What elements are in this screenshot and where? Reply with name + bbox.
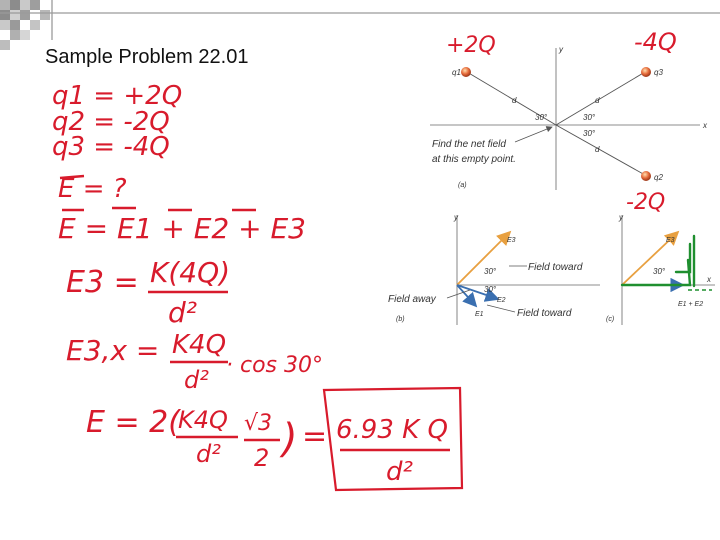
handwritten-q1: q1 = +2Q bbox=[52, 81, 183, 111]
handwritten-annot-plus2q: +2Q bbox=[446, 33, 496, 58]
label-e2-b: E2 bbox=[497, 297, 506, 304]
label-field-away: Field away bbox=[388, 294, 436, 305]
handwritten-final-sqrt3: √3 bbox=[244, 411, 273, 436]
panel-b-y-label: y bbox=[454, 213, 458, 222]
handwritten-e-question: E = ? bbox=[58, 174, 127, 204]
angle-30-c: 30° bbox=[653, 267, 666, 276]
handwritten-final-numerator: K4Q bbox=[178, 406, 228, 434]
panel-a-label: (a) bbox=[458, 182, 467, 189]
handwritten-e3x-denominator: d² bbox=[184, 366, 209, 394]
handwritten-e3x-lhs: E3,x = bbox=[66, 334, 160, 367]
panel-c-x-label: x bbox=[707, 275, 711, 284]
panel-a-x-label: x bbox=[703, 121, 707, 130]
label-q1: q1 bbox=[452, 68, 461, 77]
handwritten-e3-denominator: d² bbox=[168, 296, 197, 329]
label-e3-b: E3 bbox=[507, 237, 516, 244]
label-field-toward-bottom: Field toward bbox=[517, 308, 572, 319]
label-d-bottom: d bbox=[595, 145, 600, 154]
handwritten-final-denominator: d² bbox=[196, 440, 221, 468]
label-e1-b: E1 bbox=[475, 311, 484, 318]
vector-arrow-marks bbox=[62, 208, 256, 210]
handwritten-e-sum: E = E1 + E2 + E3 bbox=[58, 212, 306, 245]
handwritten-q2: q2 = -2Q bbox=[52, 107, 170, 137]
handwritten-e3-lhs: E3 = bbox=[66, 265, 139, 300]
panel-a-y-label: y bbox=[559, 45, 563, 54]
handwritten-final-equals: = bbox=[302, 419, 328, 454]
handwritten-e3x-numerator: K4Q bbox=[172, 330, 227, 360]
label-e1-plus-e2-c: E1 + E2 bbox=[678, 301, 704, 308]
handwritten-final-two: 2 bbox=[254, 444, 270, 472]
handwritten-q3: q3 = -4Q bbox=[52, 132, 170, 162]
angle-30-left: 30° bbox=[535, 113, 548, 122]
caption-line-1: Find the net field bbox=[432, 139, 506, 150]
panel-c-y-label: y bbox=[619, 213, 623, 222]
angle-30-right: 30° bbox=[583, 113, 596, 122]
handwritten-e3x-cos: · cos 30° bbox=[226, 353, 323, 378]
angle-30-bottom: 30° bbox=[583, 129, 596, 138]
handwritten-final-lhs: E = 2( bbox=[86, 405, 180, 440]
slide-title: Sample Problem 22.01 bbox=[45, 46, 249, 68]
label-d-right: d bbox=[595, 96, 600, 105]
label-e3-c: E3 bbox=[666, 237, 675, 244]
label-field-toward-top: Field toward bbox=[528, 262, 583, 273]
handwritten-e3-numerator: K(4Q) bbox=[150, 256, 231, 289]
handwritten-answer-denominator: d² bbox=[386, 457, 413, 487]
label-q2: q2 bbox=[654, 173, 663, 182]
panel-c-label: (c) bbox=[606, 316, 615, 323]
caption-line-2: at this empty point. bbox=[432, 154, 516, 165]
angle-30-b-bottom: 30° bbox=[484, 285, 497, 294]
angle-30-b-top: 30° bbox=[484, 267, 497, 276]
handwritten-final-close-paren: ) bbox=[282, 416, 298, 462]
label-q3: q3 bbox=[654, 68, 663, 77]
panel-b-label: (b) bbox=[396, 316, 405, 323]
label-d-left: d bbox=[512, 96, 517, 105]
handwritten-answer-numerator: 6.93 K Q bbox=[336, 415, 448, 445]
handwritten-annot-minus4q: -4Q bbox=[634, 28, 677, 56]
handwritten-annot-minus2q: -2Q bbox=[626, 190, 666, 215]
